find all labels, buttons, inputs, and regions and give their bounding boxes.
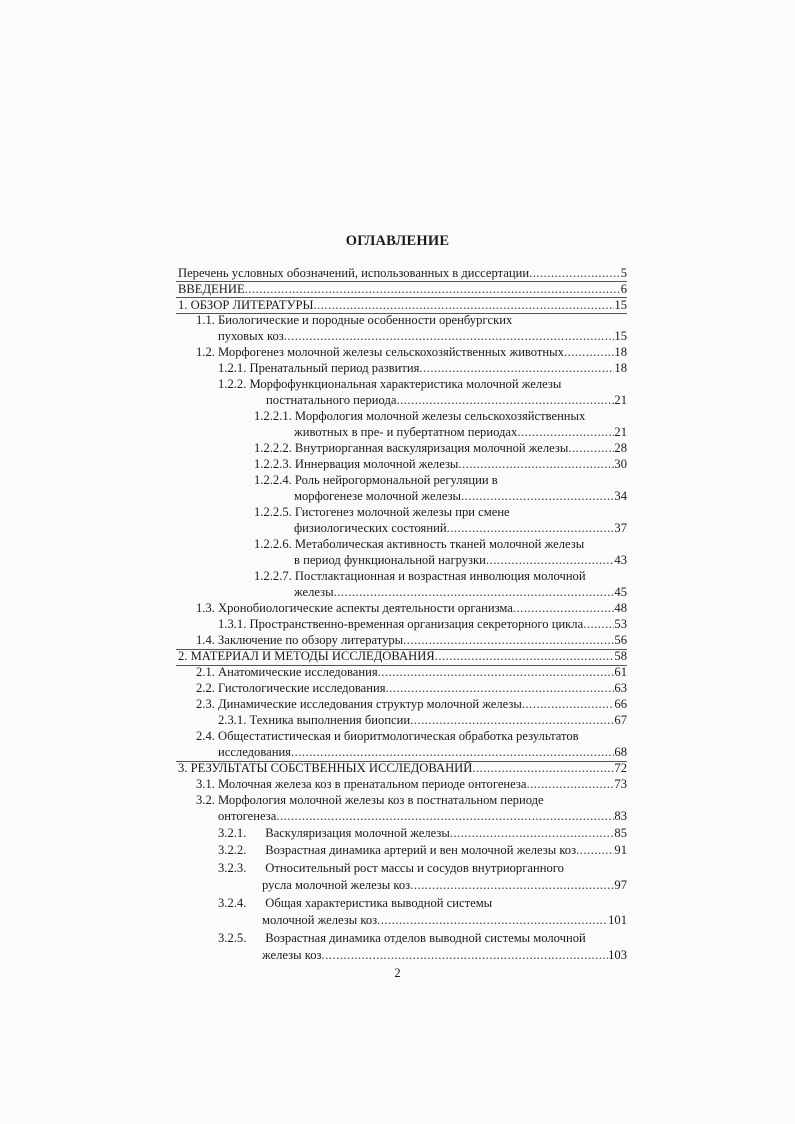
page-title: ОГЛАВЛЕНИЕ [345,233,450,249]
toc-entry: русла молочной железы коз ..... 97 [262,877,627,893]
toc-entry: в период функциональной нагрузки ..... 43 [294,552,627,568]
toc-entry: Перечень условных обозначений, использованных в диссертации ..... 5 [178,265,627,281]
toc-entry: 1.2.2.5. Гистогенез молочной железы при смене [254,505,510,519]
toc-entry: 1.2.2.3. Иннервация молочной железы ..... 30 [254,456,627,472]
toc-entry: молочной железы коз ..... 101 [262,912,627,928]
toc-entry: пуховых коз ..... 15 [218,328,627,344]
toc-entry: 3.2.5. Возрастная динамика отделов выводной системы молочной [218,931,586,945]
toc-entry: 2.3. Динамические исследования структур молочной железы ..... 66 [196,696,627,712]
toc-entry: 3. РЕЗУЛЬТАТЫ СОБСТВЕННЫХ ИССЛЕДОВАНИЙ ..... 72 [178,760,627,776]
toc-entry: 2. МАТЕРИАЛ И МЕТОДЫ ИССЛЕДОВАНИЯ ..... 58 [178,648,627,664]
toc-entry: 1.2.1. Пренатальный период развития ..... 18 [218,360,627,376]
toc-entry: 2.3.1. Техника выполнения биопсии ..... 67 [218,712,627,728]
toc-entry: постнатального периода ..... 21 [266,392,627,408]
toc-entry: 1.2.2.6. Метаболическая активность тканей молочной железы [254,537,585,551]
toc-entry: 1.3.1. Пространственно-временная организация секреторного цикла ..... 53 [218,616,627,632]
toc-entry: 1.3. Хронобиологические аспекты деятельности организма ..... 48 [196,600,627,616]
toc-entry: 1.2.2.7. Постлактационная и возрастная инволюция молочной [254,569,586,583]
page-number: 2 [394,966,401,980]
toc-entry: физиологических состояний ..... 37 [294,520,627,536]
toc-entry: 1.2. Морфогенез молочной железы сельскохозяйственных животных ..... 18 [196,344,627,360]
toc-entry: 3.2.4. Общая характеристика выводной системы [218,896,493,910]
toc-entry: 3.2.1. Васкуляризация молочной железы ..... 85 [218,825,627,841]
toc-entry: ВВЕДЕНИЕ ..... 6 [178,281,627,297]
toc-entry: 1.2.2.1. Морфология молочной железы сельскохозяйственных [254,409,586,423]
toc-entry: 3.2.3. Относительный рост массы и сосудов внутриорганного [218,861,564,875]
toc-entry: животных в пре- и пубертатном периодах ..... 21 [294,424,627,440]
toc-entry: железы ..... 45 [294,584,627,600]
toc-entry: 2.2. Гистологические исследования ..... 63 [196,680,627,696]
toc-entry: 1.2.2.2. Внутриорганная васкуляризация молочной железы ..... 28 [254,440,627,456]
toc-entry: исследования ..... 68 [218,744,627,760]
toc-entry: 1.2.2.4. Роль нейрогормональной регуляции в [254,473,498,487]
toc-entry: 1.1. Биологические и породные особенности оренбургских [196,313,513,327]
toc-entry: 1.2.2. Морфофункциональная характеристика молочной железы [218,377,562,391]
toc-entry: 2.4. Общестатистическая и биоритмологическая обработка результатов [196,729,579,743]
toc-entry: 3.2.2. Возрастная динамика артерий и вен молочной железы коз ..... 91 [218,842,627,858]
toc-entry: 3.1. Молочная железа коз в пренатальном периоде онтогенеза ..... 73 [196,776,627,792]
toc-entry: 1.4. Заключение по обзору литературы ..... 56 [196,632,627,648]
toc-entry: железы коз ..... 103 [262,947,627,963]
toc-entry: морфогенезе молочной железы ..... 34 [294,488,627,504]
toc-entry: онтогенеза ..... 83 [218,808,627,824]
toc-entry: 2.1. Анатомические исследования ..... 61 [196,664,627,680]
toc-entry: 3.2. Морфология молочной железы коз в постнатальном периоде [196,793,544,807]
toc-entry: 1. ОБЗОР ЛИТЕРАТУРЫ ..... 15 [178,297,627,313]
